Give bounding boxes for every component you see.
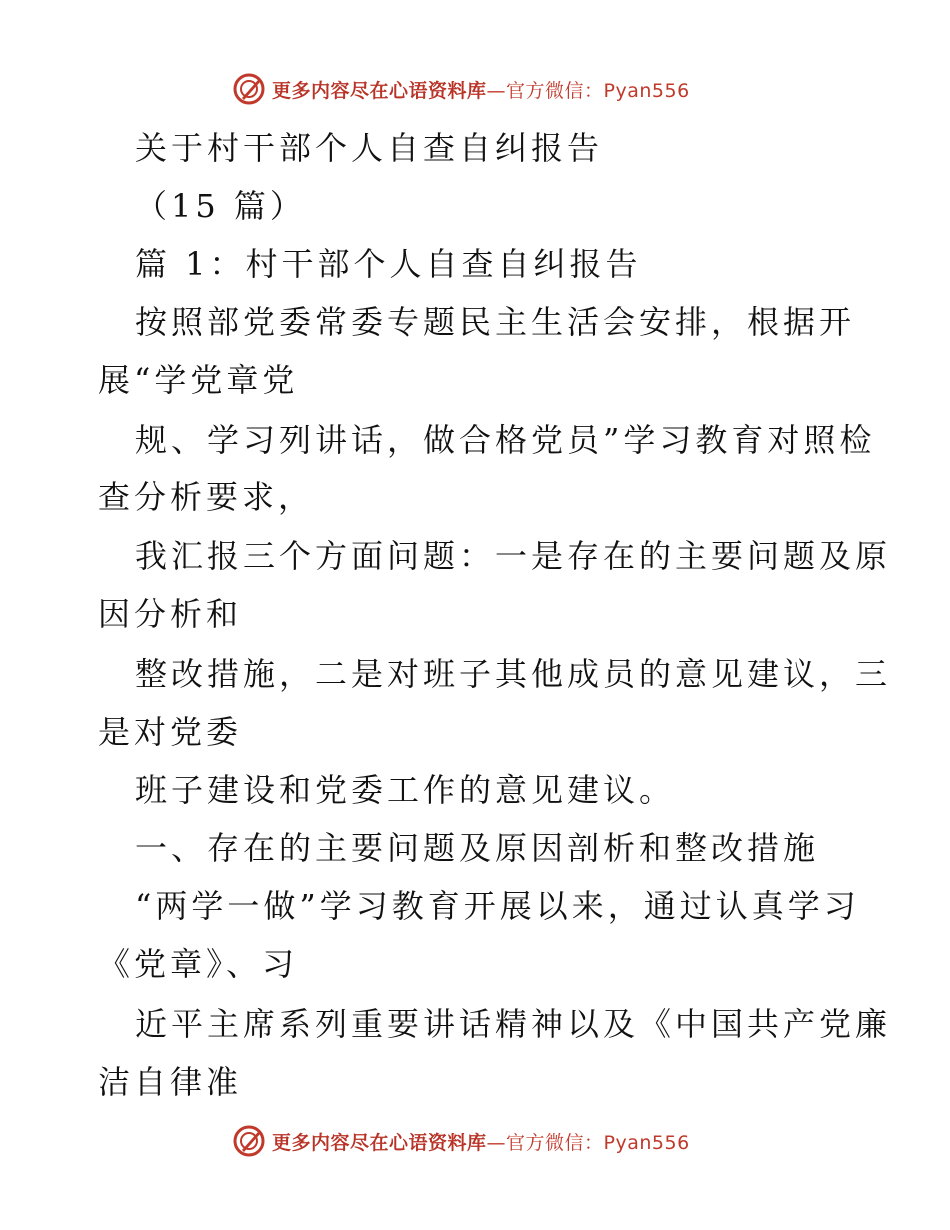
paragraph-line: 整改措施，二是对班子其他成员的意见建议，三 <box>135 655 892 693</box>
watermark-text <box>272 1128 690 1155</box>
watermark-dash: — <box>486 79 507 102</box>
quill-logo-icon <box>232 1124 266 1158</box>
paragraph-line: 班子建设和党委工作的意见建议。 <box>135 771 676 809</box>
section-subheading: 一、存在的主要问题及原因剖析和整改措施 <box>135 829 820 867</box>
footer-watermark <box>232 1124 690 1158</box>
quill-logo-icon <box>232 72 266 106</box>
paragraph-line: 因分析和 <box>98 595 243 633</box>
section-heading: 篇 1：村干部个人自查自纠报告 <box>135 245 642 283</box>
paragraph-line: 展“学党章党 <box>98 361 299 399</box>
paragraph-line: 我汇报三个方面问题：一是存在的主要问题及原 <box>135 537 892 575</box>
paragraph-line: 规、学习列讲话，做合格党员”学习教育对照检 <box>135 421 876 459</box>
document-subtitle: （15 篇） <box>135 187 306 225</box>
paragraph-line: 近平主席系列重要讲话精神以及《中国共产党廉 <box>135 1005 892 1043</box>
watermark-dash: — <box>486 1131 507 1154</box>
header-watermark <box>232 72 690 106</box>
watermark-brand: 更多内容尽在心语资料库 <box>272 1131 487 1154</box>
paragraph-line: 《党章》、习 <box>98 945 299 983</box>
paragraph-line: 查分析要求， <box>98 478 315 516</box>
paragraph-line: 按照部党委常委专题民主生活会安排，根据开 <box>135 303 856 341</box>
paragraph-line: 洁自律准 <box>98 1063 243 1101</box>
watermark-text <box>272 76 690 103</box>
paragraph-line: “两学一做”学习教育开展以来，通过认真学习 <box>135 887 860 925</box>
watermark-brand: 更多内容尽在心语资料库 <box>272 79 487 102</box>
document-title: 关于村干部个人自查自纠报告 <box>135 129 604 167</box>
paragraph-line: 是对党委 <box>98 713 243 751</box>
watermark-wechat: 官方微信：Pyan556 <box>506 79 690 102</box>
watermark-wechat: 官方微信：Pyan556 <box>506 1131 690 1154</box>
